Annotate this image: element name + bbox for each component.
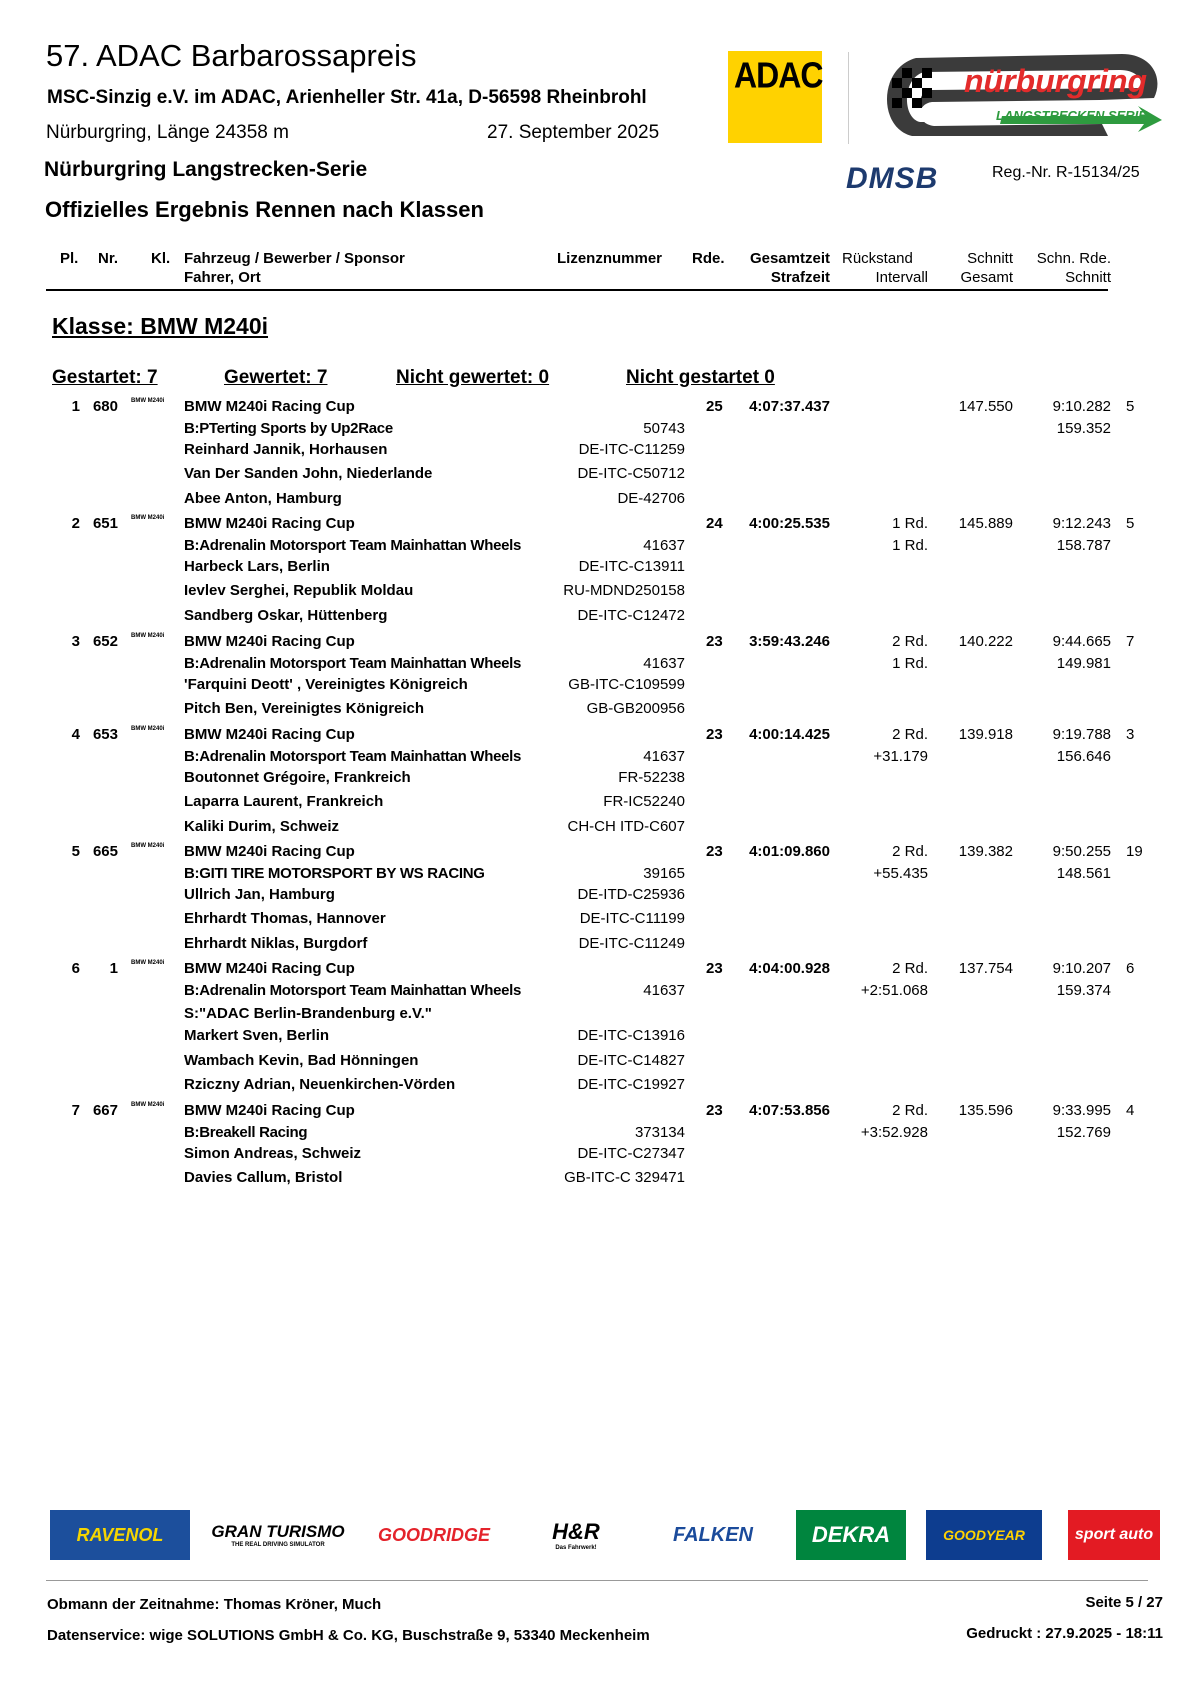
license-number: DE-ITC-C13916: [577, 1027, 685, 1044]
avg-speed: 137.754: [958, 960, 1013, 977]
license-number: DE-ITC-C14827: [577, 1052, 685, 1069]
position: 5: [71, 843, 80, 860]
driver: Laparra Laurent, Frankreich: [184, 793, 384, 810]
license-number: 50743: [643, 420, 685, 437]
driver: Ullrich Jan, Hamburg: [184, 886, 335, 903]
interval: 1 Rd.: [892, 655, 928, 672]
laps: 25: [706, 398, 723, 415]
driver: Sandberg Oskar, Hüttenberg: [184, 607, 388, 624]
driver: Van Der Sanden John, Niederlande: [184, 465, 433, 482]
license-number: 41637: [643, 537, 685, 554]
total-time: 4:01:09.860: [749, 843, 830, 860]
col-pl: Pl.: [60, 250, 79, 267]
footer-rule: [46, 1580, 1148, 1581]
col-license: Lizenznummer: [557, 250, 663, 267]
col-interval: Intervall: [875, 269, 928, 286]
track-info: Nürburgring, Länge 24358 m: [46, 122, 289, 143]
interval: 1 Rd.: [892, 537, 928, 554]
col-driver: Fahrer, Ort: [184, 269, 261, 286]
license-number: 373134: [634, 1124, 685, 1141]
interval: +3:52.928: [860, 1124, 928, 1141]
license-number: DE-42706: [617, 490, 685, 507]
best-lap-number: 7: [1126, 633, 1135, 650]
sponsor-goodyear-logo: GOODYEAR: [926, 1510, 1042, 1560]
total-time: 3:59:43.246: [749, 633, 830, 650]
laps: 24: [706, 515, 723, 532]
total-time: 4:00:25.535: [749, 515, 830, 532]
print-date: Gedruckt : 27.9.2025 - 18:11: [966, 1625, 1163, 1642]
registration-number: Reg.-Nr. R-15134/25: [992, 164, 1140, 181]
car-number: 680: [92, 398, 118, 415]
col-best-avg: Schnitt: [1065, 269, 1111, 286]
driver: Ievlev Serghei, Republik Moldau: [184, 582, 414, 599]
position: 3: [71, 633, 80, 650]
license-number: DE-ITD-C25936: [577, 886, 685, 903]
class-label: BMW M240i: [131, 633, 165, 639]
logo-divider: [848, 52, 849, 144]
best-lap-avg: 159.374: [1056, 982, 1111, 999]
car-number: 653: [92, 726, 118, 743]
driver: Kaliki Durim, Schweiz: [184, 818, 340, 835]
classified-count: Gewertet: 7: [224, 367, 328, 388]
best-lap-number: 5: [1126, 398, 1135, 415]
position: 1: [71, 398, 80, 415]
entrant: B:Adrenalin Motorsport Team Mainhattan Wheels: [184, 748, 522, 765]
best-lap: 9:33.995: [1052, 1102, 1111, 1119]
best-lap-number: 4: [1126, 1102, 1135, 1119]
car-number: 651: [92, 515, 118, 532]
position: 7: [71, 1102, 80, 1119]
gap: 2 Rd.: [892, 960, 928, 977]
driver: Markert Sven, Berlin: [184, 1027, 330, 1044]
event-title: 57. ADAC Barbarossapreis: [46, 38, 417, 73]
best-lap-number: 19: [1126, 843, 1143, 860]
vehicle: BMW M240i Racing Cup: [184, 398, 355, 415]
laps: 23: [706, 1102, 723, 1119]
car-number: 665: [92, 843, 118, 860]
driver: Pitch Ben, Vereinigtes Königreich: [184, 700, 425, 717]
not-classified-count: Nicht gewertet: 0: [396, 367, 550, 388]
nurburgring-nls-logo: [872, 48, 1174, 148]
result-title: Offizielles Ergebnis Rennen nach Klassen: [45, 197, 484, 222]
avg-speed: 135.596: [958, 1102, 1013, 1119]
gap: 2 Rd.: [892, 843, 928, 860]
interval: +31.179: [873, 748, 928, 765]
driver: Abee Anton, Hamburg: [184, 490, 342, 507]
vehicle: BMW M240i Racing Cup: [184, 633, 355, 650]
license-number: FR-52238: [618, 769, 685, 786]
class-label: BMW M240i: [131, 843, 165, 849]
sponsor-falken-logo: FALKEN: [673, 1523, 753, 1546]
license-number: DE-ITC-C27347: [577, 1145, 685, 1162]
avg-speed: 145.889: [958, 515, 1013, 532]
best-lap: 9:12.243: [1052, 515, 1111, 532]
entrant: B:GITI TIRE MOTORSPORT BY WS RACING: [184, 865, 485, 882]
avg-speed: 139.918: [958, 726, 1013, 743]
total-time: 4:07:53.856: [749, 1102, 830, 1119]
license-number: DE-ITC-C13911: [578, 558, 685, 575]
sponsor-bar: [50, 1510, 1160, 1562]
svg-text:LANGSTRECKEN SERIE: LANGSTRECKEN SERIE: [996, 108, 1147, 123]
driver: Reinhard Jannik, Horhausen: [184, 441, 388, 458]
vehicle: BMW M240i Racing Cup: [184, 843, 355, 860]
col-kl: Kl.: [151, 250, 171, 267]
license-number: 41637: [643, 982, 685, 999]
class-title: Klasse: BMW M240i: [52, 313, 269, 339]
class-label: BMW M240i: [131, 960, 165, 966]
best-lap-number: 6: [1126, 960, 1135, 977]
col-avg-total: Gesamt: [960, 269, 1013, 286]
series-name: Nürburgring Langstrecken-Serie: [44, 158, 368, 181]
driver: Davies Callum, Bristol: [184, 1169, 343, 1186]
best-lap-avg: 149.981: [1056, 655, 1111, 672]
best-lap-avg: 156.646: [1056, 748, 1111, 765]
sponsor-h-r-logo: H&R Das Fahrwerk!: [552, 1519, 600, 1551]
gap: 2 Rd.: [892, 1102, 928, 1119]
interval: +55.435: [873, 865, 928, 882]
sponsor-ravenol-logo: RAVENOL: [50, 1510, 190, 1560]
class-label: BMW M240i: [131, 1102, 165, 1108]
laps: 23: [706, 726, 723, 743]
entrant: B:Adrenalin Motorsport Team Mainhattan Wheels: [184, 982, 522, 999]
driver: S:"ADAC Berlin-Brandenburg e.V.": [184, 1005, 432, 1022]
class-label: BMW M240i: [131, 398, 165, 404]
driver: Simon Andreas, Schweiz: [184, 1145, 361, 1162]
driver: 'Farquini Deott' , Vereinigtes Königreich: [184, 676, 468, 693]
license-number: DE-ITC-C12472: [577, 607, 685, 624]
gap: 2 Rd.: [892, 633, 928, 650]
interval: +2:51.068: [860, 982, 928, 999]
col-penalty: Strafzeit: [770, 269, 830, 286]
page-number: Seite 5 / 27: [1085, 1594, 1163, 1611]
col-laps: Rde.: [692, 250, 725, 267]
car-number: 652: [92, 633, 118, 650]
col-avg: Schnitt: [967, 250, 1013, 267]
license-number: DE-ITC-C11259: [578, 441, 685, 458]
svg-text:nürburgring: nürburgring: [964, 63, 1148, 99]
col-vehicle: Fahrzeug / Bewerber / Sponsor: [184, 250, 405, 267]
data-service: Datenservice: wige SOLUTIONS GmbH & Co. KG, Buschstraße 9, 53340 Meckenheim: [47, 1627, 650, 1644]
best-lap: 9:19.788: [1052, 726, 1111, 743]
license-number: GB-ITC-C 329471: [564, 1169, 685, 1186]
license-number: DE-ITC-C11199: [579, 910, 685, 927]
header-rule: [46, 289, 1108, 291]
best-lap-avg: 148.561: [1056, 865, 1111, 882]
best-lap-number: 3: [1126, 726, 1135, 743]
entrant: B:Adrenalin Motorsport Team Mainhattan Wheels: [184, 655, 522, 672]
license-number: DE-ITC-C11249: [578, 935, 685, 952]
best-lap-number: 5: [1126, 515, 1135, 532]
not-started-count: Nicht gestartet 0: [626, 367, 775, 388]
vehicle: BMW M240i Racing Cup: [184, 960, 355, 977]
entrant: B:Adrenalin Motorsport Team Mainhattan Wheels: [184, 537, 522, 554]
best-lap: 9:10.282: [1052, 398, 1111, 415]
driver: Harbeck Lars, Berlin: [184, 558, 330, 575]
driver: Ehrhardt Niklas, Burgdorf: [184, 935, 368, 952]
position: 2: [71, 515, 80, 532]
position: 4: [71, 726, 80, 743]
gap: 2 Rd.: [892, 726, 928, 743]
avg-speed: 147.550: [958, 398, 1013, 415]
sponsor-dekra-logo: DEKRA: [796, 1510, 906, 1560]
driver: Ehrhardt Thomas, Hannover: [184, 910, 386, 927]
sponsor-gran-turismo-logo: GRAN TURISMO THE REAL DRIVING SIMULATOR: [211, 1522, 345, 1548]
col-total-time: Gesamtzeit: [749, 250, 830, 267]
avg-speed: 139.382: [958, 843, 1013, 860]
driver: Boutonnet Grégoire, Frankreich: [184, 769, 411, 786]
license-number: 39165: [643, 865, 685, 882]
started-count: Gestartet: 7: [52, 367, 158, 388]
license-number: DE-ITC-C19927: [577, 1076, 685, 1093]
driver: Rziczny Adrian, Neuenkirchen-Vörden: [184, 1076, 456, 1093]
best-lap: 9:50.255: [1052, 843, 1111, 860]
col-best-lap: Schn. Rde.: [1036, 250, 1111, 267]
class-label: BMW M240i: [131, 726, 165, 732]
license-number: RU-MDND250158: [563, 582, 685, 599]
laps: 23: [706, 843, 723, 860]
class-label: BMW M240i: [131, 515, 165, 521]
license-number: GB-ITC-C109599: [568, 676, 685, 693]
vehicle: BMW M240i Racing Cup: [184, 1102, 355, 1119]
entrant: B:PTerting Sports by Up2Race: [184, 420, 393, 437]
car-number: 1: [109, 960, 118, 977]
license-number: CH-CH ITD-C607: [567, 818, 685, 835]
event-date: 27. September 2025: [487, 122, 660, 143]
license-number: 41637: [643, 748, 685, 765]
timekeeper: Obmann der Zeitnahme: Thomas Kröner, Much: [47, 1596, 382, 1613]
license-number: GB-GB200956: [586, 700, 685, 717]
laps: 23: [706, 633, 723, 650]
vehicle: BMW M240i Racing Cup: [184, 726, 355, 743]
license-number: FR-IC52240: [603, 793, 685, 810]
best-lap: 9:10.207: [1052, 960, 1111, 977]
adac-logo: ADAC: [728, 51, 822, 143]
vehicle: BMW M240i Racing Cup: [184, 515, 355, 532]
sponsor-goodridge-logo: GOODRIDGE: [377, 1524, 490, 1545]
entrant: B:Breakell Racing: [184, 1124, 308, 1141]
col-nr: Nr.: [98, 250, 119, 267]
total-time: 4:00:14.425: [749, 726, 830, 743]
sponsor-sport-auto-logo: sport auto: [1068, 1510, 1160, 1560]
license-number: 41637: [643, 655, 685, 672]
driver: Wambach Kevin, Bad Hönningen: [184, 1052, 419, 1069]
laps: 23: [706, 960, 723, 977]
dmsb-logo: DMSB: [846, 162, 939, 195]
position: 6: [71, 960, 80, 977]
col-gap: Rückstand: [842, 250, 913, 267]
best-lap-avg: 158.787: [1056, 537, 1111, 554]
best-lap: 9:44.665: [1052, 633, 1111, 650]
organizer: MSC-Sinzig e.V. im ADAC, Arienheller Str. 41a, D-56598 Rheinbrohl: [47, 87, 647, 108]
avg-speed: 140.222: [958, 633, 1013, 650]
best-lap-avg: 152.769: [1056, 1124, 1111, 1141]
gap: 1 Rd.: [892, 515, 928, 532]
best-lap-avg: 159.352: [1056, 420, 1111, 437]
license-number: DE-ITC-C50712: [577, 465, 685, 482]
total-time: 4:04:00.928: [749, 960, 830, 977]
car-number: 667: [92, 1102, 118, 1119]
total-time: 4:07:37.437: [749, 398, 830, 415]
